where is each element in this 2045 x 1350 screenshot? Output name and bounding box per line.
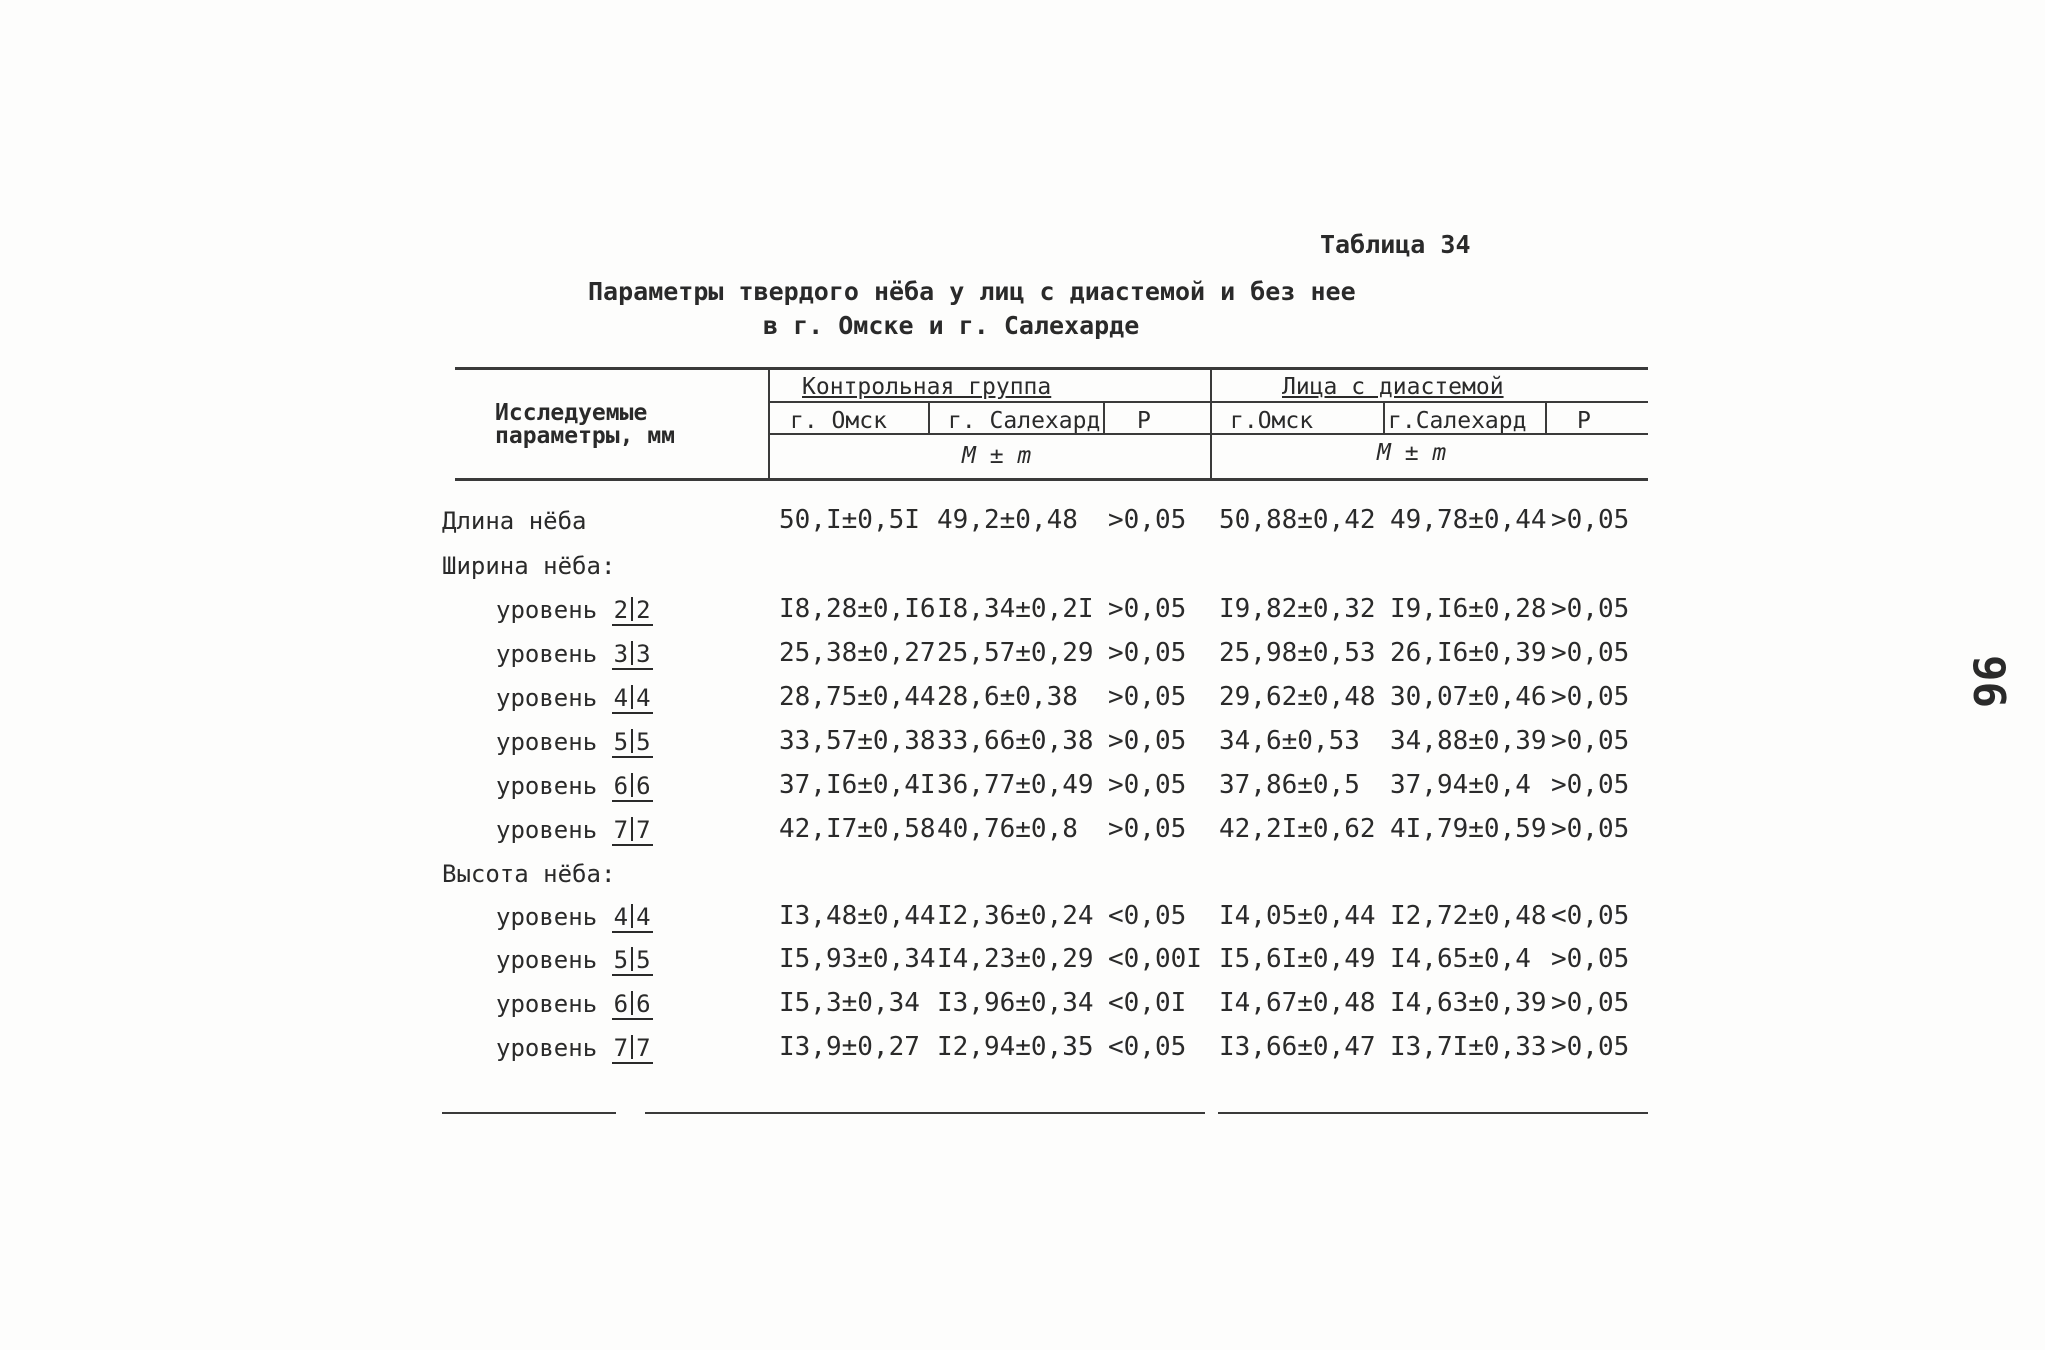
table-cell: 33,57±0,38 [779,726,936,756]
table-cell: 28,6±0,38 [937,682,1078,712]
tooth-level: 6 6 [613,990,651,1018]
control-group-header: Контрольная группа [802,374,1052,400]
header-divider-omsk2 [1383,403,1385,433]
table-cell: I8,28±0,I6 [779,594,936,624]
table-cell: I4,67±0,48 [1219,988,1376,1018]
row-label: уровень 5 5 [496,728,651,756]
table-cell: I5,6I±0,49 [1219,944,1376,974]
table-cell: I3,48±0,44 [779,901,936,931]
table-cell: >0,05 [1108,594,1187,624]
subcol-omsk-control: г. Омск [790,408,887,434]
table-cell: >0,05 [1551,988,1630,1018]
page-number: 96 [1962,655,2014,708]
table-cell: 49,78±0,44 [1390,505,1547,535]
bottom-rule-left [442,1112,616,1114]
diastema-group-header: Лица с диастемой [1282,374,1504,400]
table-cell: >0,05 [1108,682,1187,712]
table-top-rule [455,367,1648,370]
table-cell: 42,2I±0,62 [1219,814,1376,844]
table-cell: >0,05 [1108,814,1187,844]
row-label: уровень 4 4 [496,684,651,712]
table-cell: I3,9±0,27 [779,1032,920,1062]
table-cell: 36,77±0,49 [937,770,1094,800]
table-cell: I4,23±0,29 [937,944,1094,974]
tooth-level: 7 7 [613,816,651,844]
table-cell: 26,I6±0,39 [1390,638,1547,668]
tooth-level: 4 4 [613,684,651,712]
table-cell: >0,05 [1551,1032,1630,1062]
table-cell: >0,05 [1551,770,1630,800]
row-label: уровень 6 6 [496,772,651,800]
table-cell: 33,66±0,38 [937,726,1094,756]
table-cell: I5,93±0,34 [779,944,936,974]
table-cell: 37,86±0,5 [1219,770,1360,800]
table-cell: 42,I7±0,58 [779,814,936,844]
table-cell: 30,07±0,46 [1390,682,1547,712]
subcol-p-diastema: Р [1577,408,1591,434]
table-cell: I4,65±0,4 [1390,944,1531,974]
header-divider-sal1 [1103,403,1105,433]
tooth-level: 7 7 [613,1034,651,1062]
table-cell: >0,05 [1551,944,1630,974]
header-divider-groups [1210,370,1212,478]
table-title-line2: в г. Омске и г. Салехарде [763,311,1140,340]
header-divider-params [768,370,770,478]
table-cell: 25,98±0,53 [1219,638,1376,668]
table-cell: 40,76±0,8 [937,814,1078,844]
row-label: уровень 4 4 [496,903,651,931]
bottom-rule-mid [645,1112,1205,1114]
table-cell: I4,05±0,44 [1219,901,1376,931]
table-cell: I2,94±0,35 [937,1032,1094,1062]
tooth-level: 3 3 [613,640,651,668]
table-cell: >0,05 [1108,638,1187,668]
header-bottom-rule [455,478,1648,481]
table-cell: >0,05 [1108,505,1187,535]
bottom-rule-right [1218,1112,1648,1114]
param-header-line1: Исследуемые [495,400,648,426]
table-cell: >0,05 [1551,505,1630,535]
header-divider-sal2 [1545,403,1547,433]
table-cell: <0,0I [1108,988,1187,1018]
table-cell: 34,88±0,39 [1390,726,1547,756]
table-cell: 37,94±0,4 [1390,770,1531,800]
section-heading: Ширина нёба: [442,552,616,580]
section-heading: Высота нёба: [442,860,616,888]
table-caption: Таблица 34 [1320,230,1471,259]
table-cell: <0,05 [1551,901,1630,931]
table-cell: >0,05 [1551,726,1630,756]
subcol-salekhard-diastema: г.Салехард [1388,408,1527,434]
row-label: уровень 6 6 [496,990,651,1018]
table-cell: I9,I6±0,28 [1390,594,1547,624]
tooth-level: 4 4 [613,903,651,931]
table-cell: >0,05 [1551,682,1630,712]
table-cell: I3,96±0,34 [937,988,1094,1018]
row-label: уровень 2 2 [496,596,651,624]
table-cell: I5,3±0,34 [779,988,920,1018]
table-cell: 37,I6±0,4I [779,770,936,800]
table-cell: I9,82±0,32 [1219,594,1376,624]
subcol-p-control: Р [1137,408,1151,434]
table-cell: >0,05 [1551,594,1630,624]
stat-label-control: M ± m [962,443,1032,469]
table-cell: 34,6±0,53 [1219,726,1360,756]
header-rule-1 [770,401,1648,403]
table-cell: >0,05 [1108,770,1187,800]
stat-label-diastema: M ± m [1377,440,1447,466]
table-title-line1: Параметры твердого нёба у лиц с диастемой и без нее [588,277,1356,306]
table-cell: I3,7I±0,33 [1390,1032,1547,1062]
tooth-level: 5 5 [613,728,651,756]
tooth-level: 2 2 [613,596,651,624]
header-divider-omsk1 [928,403,930,433]
subcol-salekhard-control: г. Салехард [948,408,1101,434]
tooth-level: 6 6 [613,772,651,800]
table-cell: 4I,79±0,59 [1390,814,1547,844]
table-cell: I2,36±0,24 [937,901,1094,931]
table-cell: I3,66±0,47 [1219,1032,1376,1062]
table-cell: >0,05 [1551,638,1630,668]
row-label: Длина нёба [442,507,587,535]
table-cell: >0,05 [1108,726,1187,756]
table-cell: 49,2±0,48 [937,505,1078,535]
row-label: уровень 3 3 [496,640,651,668]
table-cell: >0,05 [1551,814,1630,844]
row-label: уровень 7 7 [496,816,651,844]
table-cell: <0,05 [1108,1032,1187,1062]
table-cell: 28,75±0,44 [779,682,936,712]
tooth-level: 5 5 [613,946,651,974]
table-cell: I8,34±0,2I [937,594,1094,624]
table-cell: <0,05 [1108,901,1187,931]
table-cell: 50,I±0,5I [779,505,920,535]
table-cell: I2,72±0,48 [1390,901,1547,931]
table-cell: <0,00I [1108,944,1202,974]
table-cell: 29,62±0,48 [1219,682,1376,712]
table-cell: I4,63±0,39 [1390,988,1547,1018]
table-cell: 25,38±0,27 [779,638,936,668]
row-label: уровень 7 7 [496,1034,651,1062]
row-label: уровень 5 5 [496,946,651,974]
param-header-line2: параметры, мм [495,423,676,449]
table-cell: 25,57±0,29 [937,638,1094,668]
table-cell: 50,88±0,42 [1219,505,1376,535]
subcol-omsk-diastema: г.Омск [1230,408,1314,434]
